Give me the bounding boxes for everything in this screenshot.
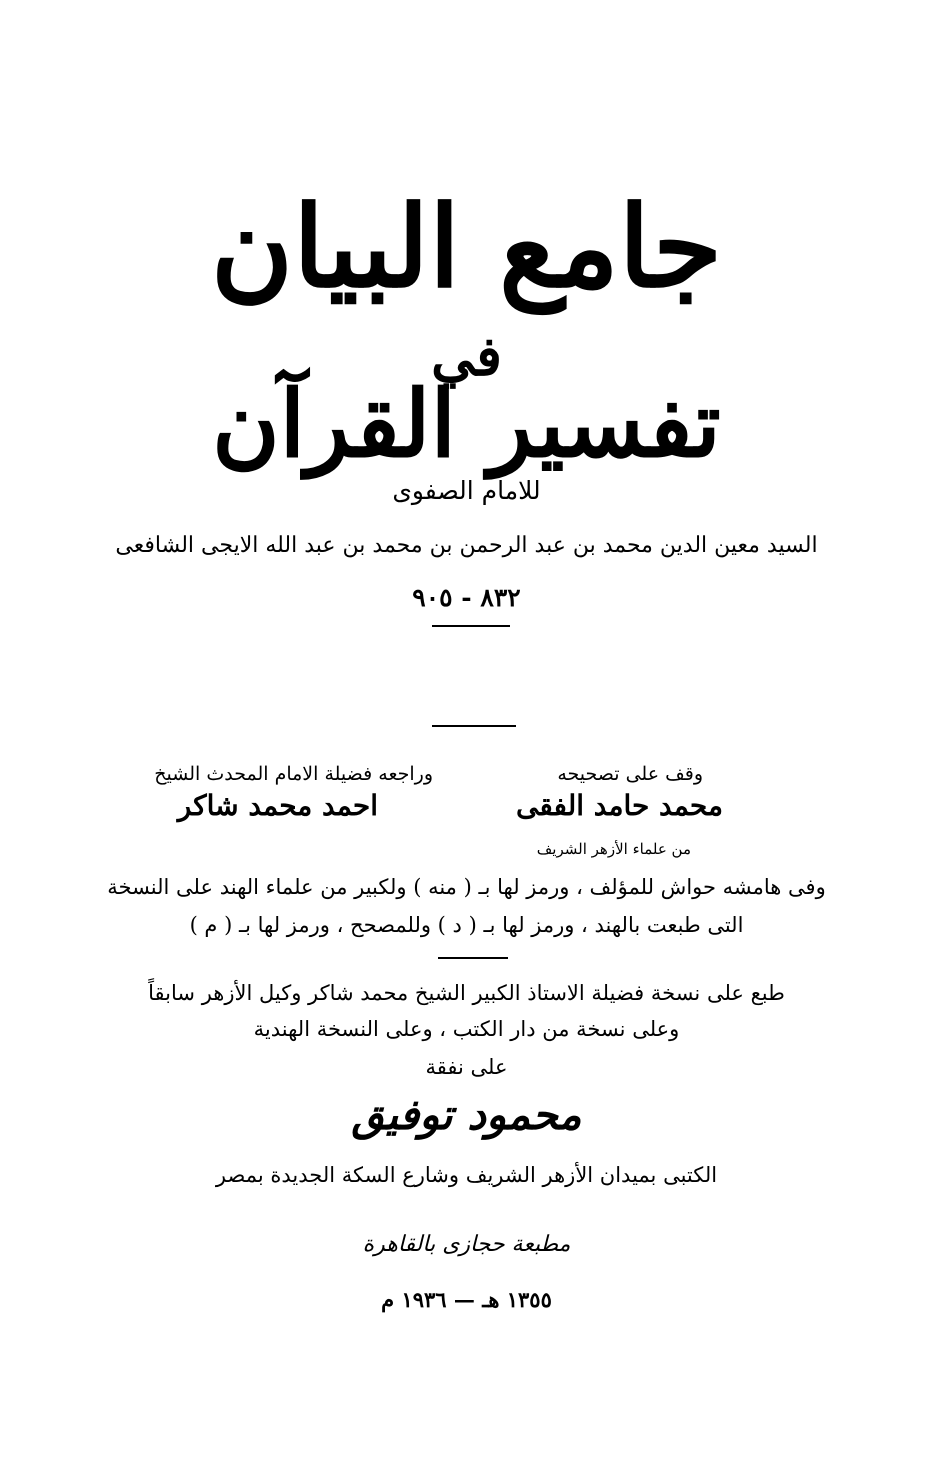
printing-line-2: وعلى نسخة من دار الكتب ، وعلى النسخة الهندية [253, 1017, 680, 1041]
annotation-line-2: التى طبعت بالهند ، ورمز لها بـ ( د ) وللمصحح ، ورمز لها بـ ( م ) [189, 913, 744, 937]
corrector-name: محمد حامد الفقى [516, 789, 723, 822]
reviewer-label: وراجعه فضيلة الامام المحدث الشيخ [154, 763, 433, 785]
book-title-connector: في [431, 324, 502, 388]
reviewer-name: احمد محمد شاكر [177, 789, 378, 822]
corrector-note: من علماء الأزهر الشريف [536, 840, 691, 858]
press-name: مطبعة حجازى بالقاهرة [362, 1232, 571, 1257]
publisher-logo: محمود توفيق [351, 1090, 582, 1139]
author-dates: ٨٣٢ - ٩٠٥ [412, 583, 521, 612]
publisher-address: الكتبى بميدان الأزهر الشريف وشارع السكة الجديدة بمصر [215, 1163, 718, 1187]
author-intro: للامام الصفوى [392, 476, 541, 505]
printing-expense: على نفقة [425, 1055, 508, 1079]
corrector-label: وقف على تصحيحه [557, 763, 703, 785]
book-title-sub: تفسير القرآن [212, 370, 721, 478]
printing-line-1: طبع على نسخة فضيلة الاستاذ الكبير الشيخ محمد شاكر وكيل الأزهر سابقاً [148, 981, 785, 1005]
press-date: ١٣٥٥ هـ — ١٩٣٦ م [381, 1287, 552, 1312]
annotation-line-1: وفى هامشه حواش للمؤلف ، ورمز لها بـ ( منه ) ولكبير من علماء الهند على النسخة [107, 875, 826, 899]
book-title-main: جامع البيان [210, 182, 723, 313]
divider-short [432, 725, 516, 727]
divider-short [432, 625, 510, 627]
author-full-name: السيد معين الدين محمد بن عبد الرحمن بن محمد بن عبد الله الايجى الشافعى [115, 533, 818, 558]
divider-short [438, 957, 508, 959]
